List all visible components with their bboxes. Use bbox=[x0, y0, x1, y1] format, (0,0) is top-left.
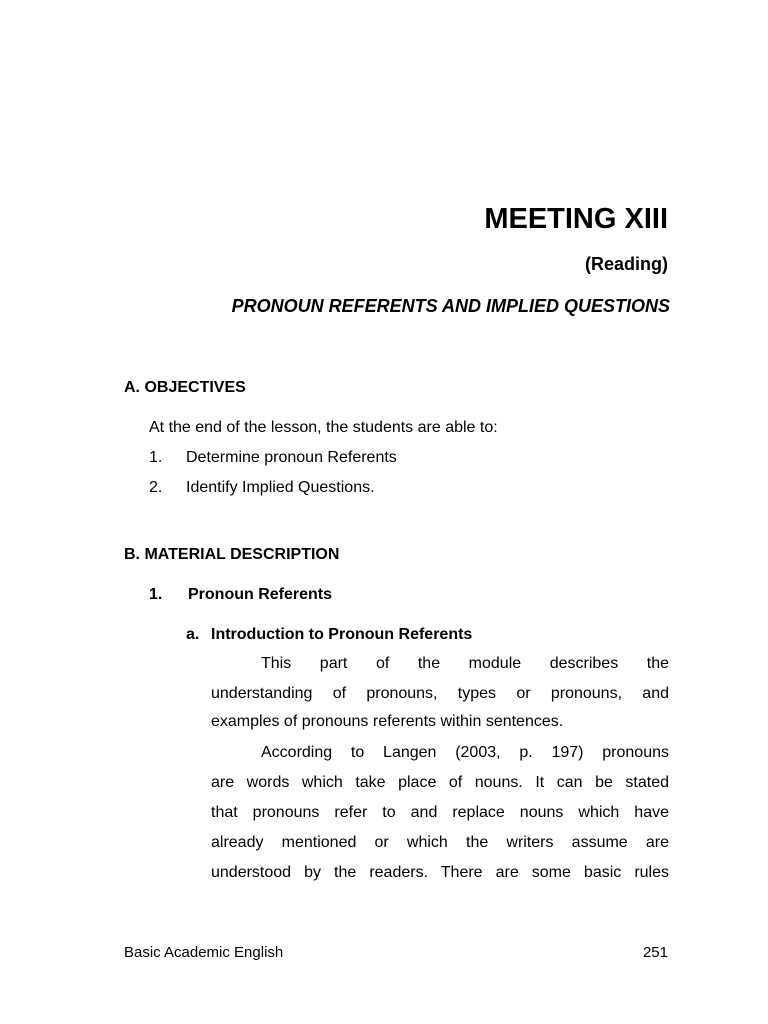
objective-number: 2. bbox=[149, 479, 163, 496]
body-line: According to Langen (2003, p. 197) pronouns bbox=[261, 744, 669, 761]
section-b-heading: B. MATERIAL DESCRIPTION bbox=[124, 546, 340, 563]
body-line: This part of the module describes the bbox=[261, 655, 669, 672]
body-line: already mentioned or which the writers assume are bbox=[211, 834, 669, 851]
topic-title: PRONOUN REFERENTS AND IMPLIED QUESTIONS bbox=[231, 296, 670, 316]
subsection-number: 1. bbox=[149, 586, 163, 603]
body-line: that pronouns refer to and replace nouns which have bbox=[211, 804, 669, 821]
body-line: examples of pronouns referents within sentences. bbox=[211, 713, 564, 730]
section-a-heading: A. OBJECTIVES bbox=[124, 379, 246, 396]
objective-item: Determine pronoun Referents bbox=[186, 449, 397, 466]
footer-page-number: 251 bbox=[642, 944, 668, 961]
meeting-title: MEETING XIII bbox=[484, 203, 668, 235]
body-line: understanding of pronouns, types or pronouns, and bbox=[211, 685, 669, 702]
objective-number: 1. bbox=[149, 449, 163, 466]
sub-subsection-title: Introduction to Pronoun Referents bbox=[211, 626, 473, 643]
objectives-intro: At the end of the lesson, the students are able to: bbox=[149, 419, 498, 436]
body-line: are words which take place of nouns. It can be stated bbox=[211, 774, 669, 791]
subsection-title: Pronoun Referents bbox=[188, 586, 333, 603]
objective-item: Identify Implied Questions. bbox=[186, 479, 375, 496]
footer-course-title: Basic Academic English bbox=[124, 944, 284, 961]
meeting-subtitle: (Reading) bbox=[585, 254, 668, 274]
sub-subsection-letter: a. bbox=[186, 626, 200, 643]
body-line: understood by the readers. There are some basic rules bbox=[211, 864, 669, 881]
